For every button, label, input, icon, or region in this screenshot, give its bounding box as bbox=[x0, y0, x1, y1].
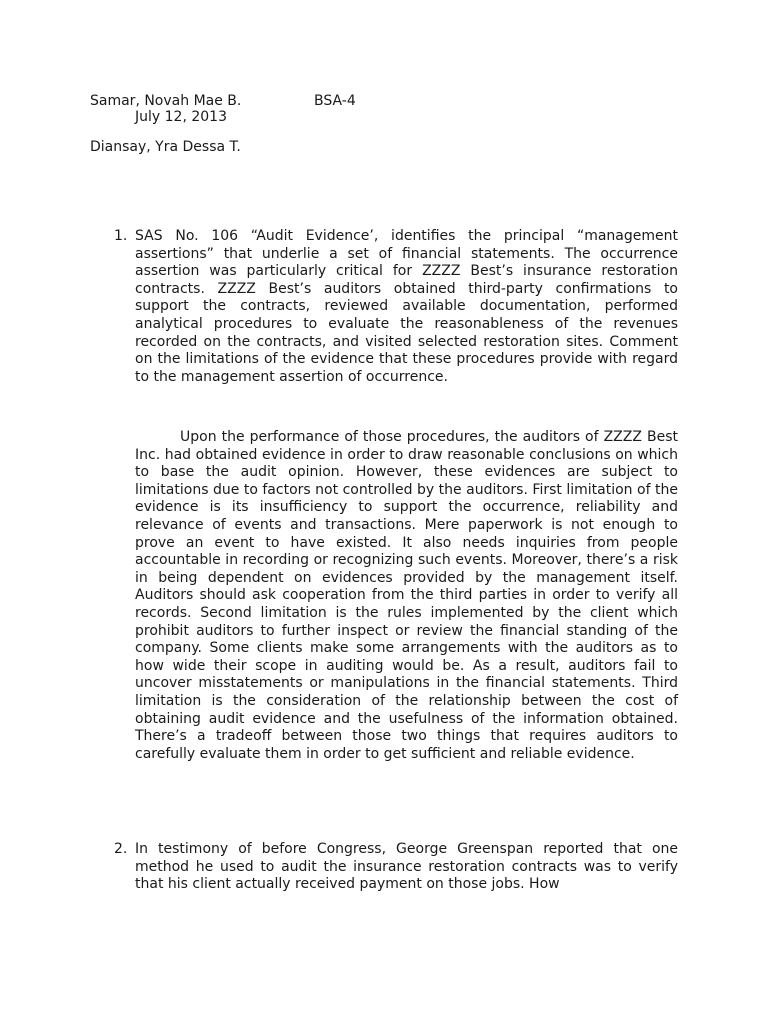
date-line: July 12, 2013 bbox=[135, 109, 227, 125]
question-1-text: SAS No. 106 “Audit Evidence’, identifies the principal “management assertions” that underlie a set of financial statements. The occurrence assertion was particularly critical for ZZZZ Best’s insurance restoration contracts. ZZZZ Best’s auditors obtained third-party confirmations to support the contracts, reviewed available documentation, performed analytical procedures to evaluate the reasonableness of the revenues recorded on the contracts, and visited selected restoration sites. Comment on the limitations of the evidence that these procedures provide with regard to the management assertion of occurrence. bbox=[135, 228, 678, 385]
student-name-2: Diansay, Yra Dessa T. bbox=[90, 139, 241, 155]
section-label: BSA-4 bbox=[314, 93, 356, 109]
answer-1-text: Upon the performance of those procedures, the auditors of ZZZZ Best Inc. had obtained evidence in order to draw reasonable conclusions on which to base the audit opinion. However, these evidences are subject to limitations due to factors not controlled by the auditors. First limitation of the evidence is its insufficiency to support the occurrence, reliability and relevance of events and transactions. Mere paperwork is not enough to prove an event to have existed. It also needs inquiries from people accountable in recording or recognizing such events. Moreover, there’s a risk in being dependent on evidences provided by the management itself. Auditors should ask cooperation from the third parties in order to verify all records. Second limitation is the rules implemented by the client which prohibit auditors to further inspect or review the financial standing of the company. Some clients make some arrangements with the auditors as to how wide their scope in auditing would be. As a result, auditors fail to uncover misstatements or manipulations in the financial statements. Third limitation is the consideration of the relationship between the cost of obtaining audit evidence and the usefulness of the information obtained. There’s a tradeoff between those two things that requires auditors to carefully evaluate them in order to get sufficient and reliable evidence. bbox=[135, 429, 678, 762]
question-1-number: 1. bbox=[114, 228, 128, 244]
question-2-text: In testimony of before Congress, George Greenspan reported that one method he used to audit the insurance restoration contracts was to verify that his client actually received payment on those jobs. How bbox=[135, 841, 678, 893]
student-name-1: Samar, Novah Mae B. bbox=[90, 93, 242, 109]
question-2 bbox=[114, 841, 678, 894]
question-1 bbox=[114, 228, 678, 386]
question-2-number: 2. bbox=[114, 841, 128, 857]
